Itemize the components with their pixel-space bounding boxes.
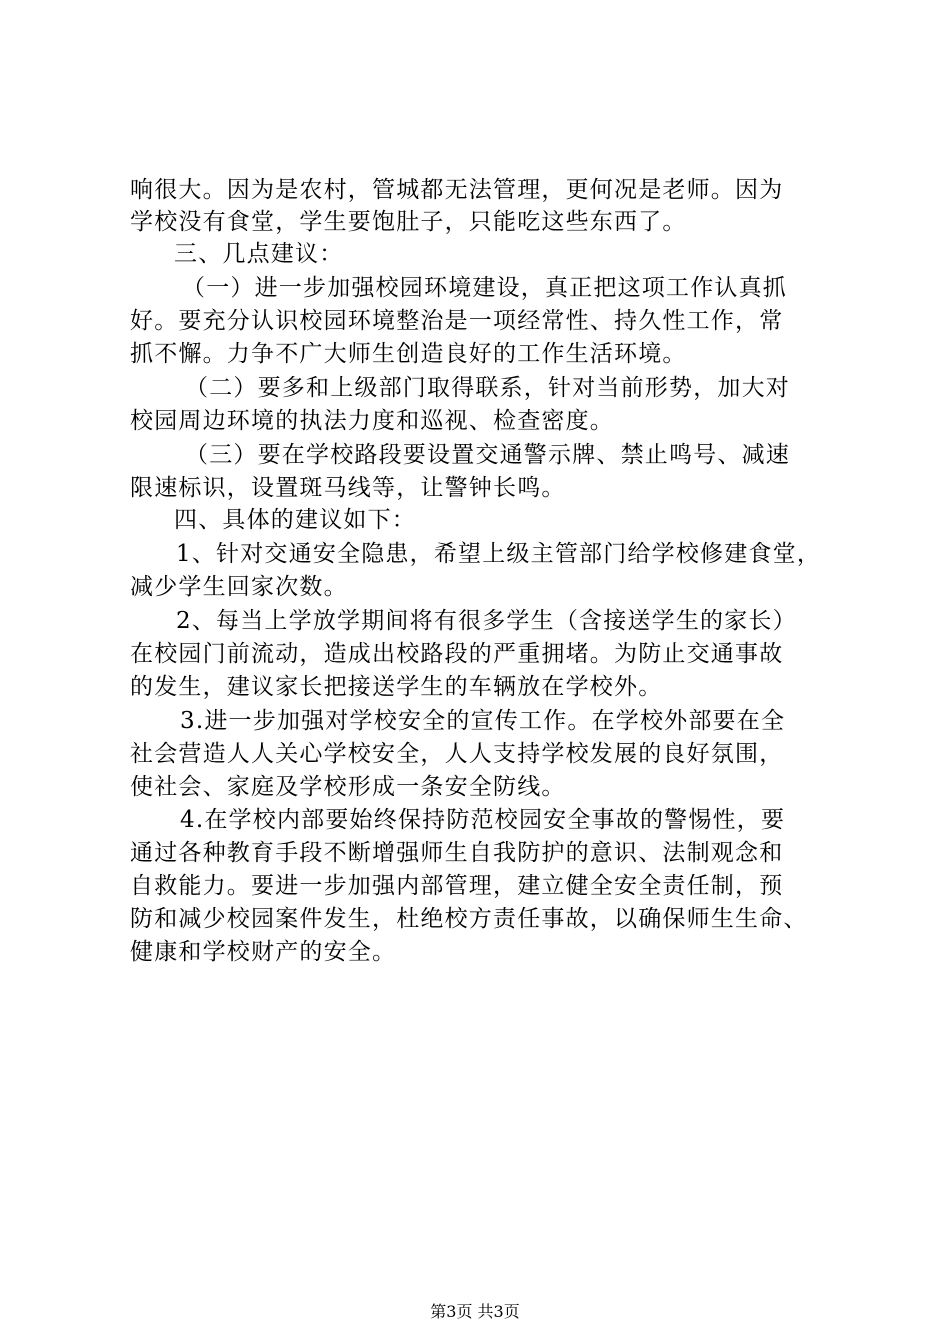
text-line: 限速标识，设置斑马线等，让警钟长鸣。 bbox=[130, 475, 566, 501]
text-line: 防和减少校园案件发生，杜绝校方责任事故，以确保师生生命、 bbox=[130, 906, 808, 932]
text-line: 1、针对交通安全隐患，希望上级主管部门给学校修建食堂， bbox=[176, 541, 822, 567]
text-line: 在校园门前流动，造成出校路段的严重拥堵。为防止交通事故 bbox=[130, 641, 784, 667]
text-line: 2、每当上学放学期间将有很多学生（含接送学生的家长） bbox=[176, 608, 797, 634]
text-line: （一）进一步加强校园环境建设，真正把这项工作认真抓 bbox=[182, 275, 787, 301]
page-footer: 第3页 共3页 bbox=[430, 1302, 520, 1321]
text-line: 使社会、家庭及学校形成一条安全防线。 bbox=[130, 774, 566, 800]
text-line: 3.进一步加强对学校安全的宣传工作。在学校外部要在全 bbox=[180, 708, 786, 734]
text-line: 抓不懈。力争不广大师生创造良好的工作生活环境。 bbox=[130, 341, 687, 367]
text-line: 4.在学校内部要始终保持防范校园安全事故的警惕性，要 bbox=[180, 807, 786, 833]
text-line: （三）要在学校路段要设置交通警示牌、禁止鸣号、减速 bbox=[185, 442, 790, 468]
text-line: （二）要多和上级部门取得联系，针对当前形势，加大对 bbox=[185, 375, 790, 401]
section-heading: 三、几点建议： bbox=[174, 241, 344, 267]
text-line: 减少学生回家次数。 bbox=[130, 574, 348, 600]
text-line: 好。要充分认识校园环境整治是一项经常性、持久性工作，常 bbox=[130, 308, 784, 334]
text-line: 通过各种教育手段不断增强师生自我防护的意识、法制观念和 bbox=[130, 840, 784, 866]
text-line: 自救能力。要进一步加强内部管理，建立健全安全责任制，预 bbox=[130, 873, 784, 899]
section-heading: 四、具体的建议如下： bbox=[174, 507, 416, 533]
text-line: 社会营造人人关心学校安全，人人支持学校发展的良好氛围， bbox=[130, 741, 784, 767]
text-line: 响很大。因为是农村，管城都无法管理，更何况是老师。因为 bbox=[130, 177, 784, 203]
text-line: 的发生，建议家长把接送学生的车辆放在学校外。 bbox=[130, 674, 663, 700]
text-line: 学校没有食堂，学生要饱肚子，只能吃这些东西了。 bbox=[130, 209, 687, 235]
text-line: 校园周边环境的执法力度和巡视、检查密度。 bbox=[130, 408, 614, 434]
text-line: 健康和学校财产的安全。 bbox=[130, 939, 397, 965]
